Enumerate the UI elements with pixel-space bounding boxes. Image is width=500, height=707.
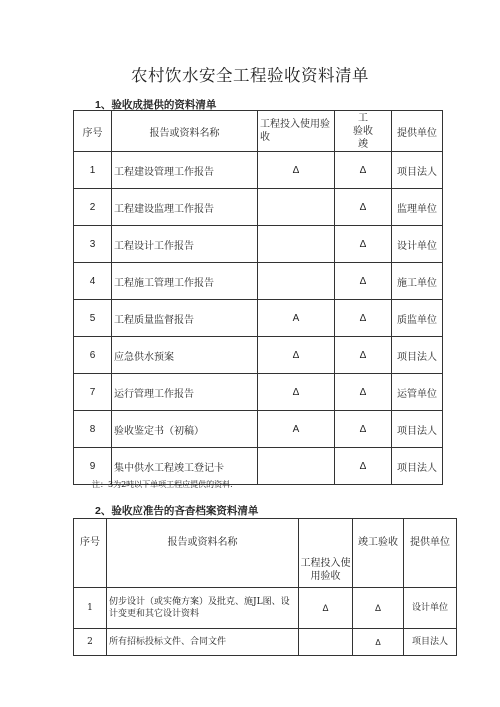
table-row (74, 226, 443, 263)
table-header-row (74, 111, 443, 152)
row-use-mark (258, 263, 335, 300)
row-completion-mark: Δ (353, 588, 404, 629)
row-unit: 监理单位 (392, 189, 443, 226)
footnote: 注：3为2吨以下单项工程应提供的资料. (92, 480, 233, 489)
row-use-mark (258, 226, 335, 263)
row-use-mark: Δ (258, 152, 335, 189)
row-completion-mark: Δ (335, 448, 392, 485)
row-index: 8 (74, 411, 112, 448)
row-index: 7 (74, 374, 112, 411)
row-unit: 施工单位 (392, 263, 443, 300)
table-row (74, 374, 443, 411)
row-name: 工程建设监理工作报告 (112, 189, 258, 226)
row-unit: 质监单位 (392, 300, 443, 337)
row-completion-mark: Δ (335, 300, 392, 337)
row-unit: 运管单位 (392, 374, 443, 411)
row-index: 9 (74, 448, 112, 485)
row-unit: 项目法人 (392, 448, 443, 485)
row-use-mark: A (258, 411, 335, 448)
header-completion-top: 工 (358, 112, 368, 124)
header-completion-acceptance (335, 111, 392, 152)
header-name: 报告或资料名称 (112, 111, 258, 152)
table-row (74, 629, 457, 656)
row-completion-mark: Δ (335, 152, 392, 189)
document-title: 农村饮水安全工程验收资料清单 (131, 66, 369, 85)
table-row (74, 588, 457, 629)
header-use-acceptance: 工程投入使用验收 (299, 519, 353, 588)
row-completion-mark: Δ (335, 411, 392, 448)
row-unit: 项目法人 (392, 152, 443, 189)
header-unit: 提供单位 (404, 519, 457, 588)
table-row (74, 300, 443, 337)
row-name: 工程建设管理工作报告 (112, 152, 258, 189)
section-1-table (73, 110, 443, 485)
row-name: 运行管理工作报告 (112, 374, 258, 411)
row-completion-mark: Δ (335, 337, 392, 374)
row-use-mark: Δ (299, 588, 353, 629)
row-name: 工程施工管理工作报告 (112, 263, 258, 300)
row-name: 所有招标投标文件、合同文件 (107, 629, 299, 656)
table-row (74, 152, 443, 189)
header-completion-mid: 验收 (353, 125, 373, 137)
table-row (74, 263, 443, 300)
row-use-mark: Δ (258, 374, 335, 411)
table-row (74, 411, 443, 448)
row-use-mark (299, 629, 353, 656)
section-2-table (73, 518, 457, 656)
row-unit: 设计单位 (392, 226, 443, 263)
header-completion-acceptance: 竣工验收 (353, 519, 404, 588)
row-use-mark: A (258, 300, 335, 337)
row-index: 1 (74, 152, 112, 189)
row-use-mark (258, 189, 335, 226)
row-completion-mark: Δ (335, 189, 392, 226)
section-2-heading: 2、验收应准告的吝杳档案资料清单 (95, 505, 259, 517)
row-name: 工程设计工作报告 (112, 226, 258, 263)
row-index: 2 (74, 189, 112, 226)
row-use-mark (258, 448, 335, 485)
row-name: 仞步设计（或实俺方案）及批克、施JL图、设计变更和其它设计资料 (107, 588, 299, 629)
row-name: 集中供水工程竣工登记卡 (112, 448, 258, 485)
table-row (74, 337, 443, 374)
row-name: 应急供水预案 (112, 337, 258, 374)
section-1-heading: 1、验收成提供的资料清单 (95, 99, 217, 111)
table-row (74, 189, 443, 226)
row-completion-mark: Δ (335, 374, 392, 411)
header-index: 序号 (74, 519, 107, 588)
row-name: 验收鉴定书（初稿） (112, 411, 258, 448)
row-completion-mark: Δ (335, 263, 392, 300)
row-index: 4 (74, 263, 112, 300)
header-completion-bot: 竣 (358, 138, 368, 150)
row-index: 6 (74, 337, 112, 374)
row-index: 5 (74, 300, 112, 337)
table-header-row (74, 519, 457, 588)
row-unit: 项目法人 (392, 337, 443, 374)
row-use-mark: Δ (258, 337, 335, 374)
header-unit: 提供单位 (392, 111, 443, 152)
row-completion-mark: Δ (353, 629, 404, 656)
row-unit: 项目法人 (404, 629, 457, 656)
header-use-acceptance: 工程投入使用验收 (258, 111, 335, 152)
row-name: 工程质量监督报告 (112, 300, 258, 337)
row-unit: 设计单位 (404, 588, 457, 629)
row-index: 2 (74, 629, 107, 656)
header-name: 报告或资料名称 (107, 519, 299, 588)
row-index: 3 (74, 226, 112, 263)
row-unit: 项目法人 (392, 411, 443, 448)
row-completion-mark: Δ (335, 226, 392, 263)
header-index: 序号 (74, 111, 112, 152)
row-index: 1 (74, 588, 107, 629)
